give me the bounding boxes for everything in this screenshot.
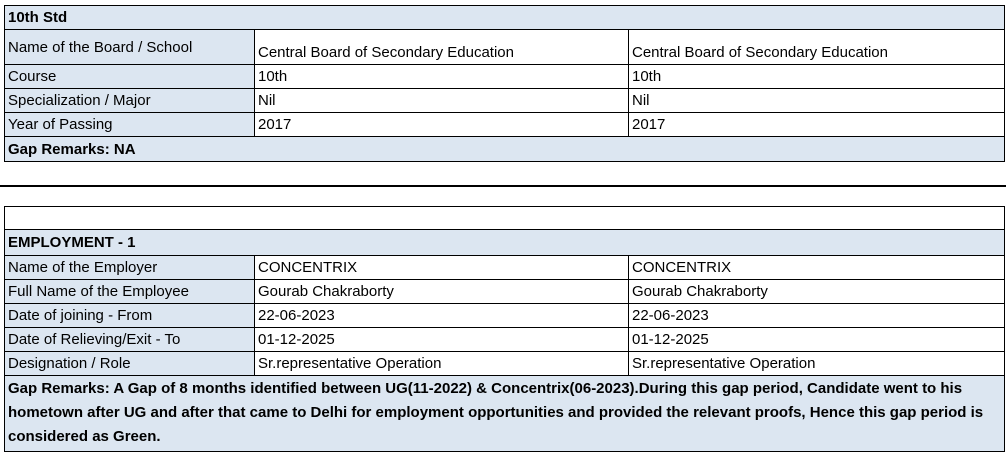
field-value: CONCENTRIX <box>255 256 629 280</box>
field-value: Central Board of Secondary Education <box>629 30 1005 65</box>
field-label: Date of joining - From <box>5 304 255 328</box>
table-row <box>5 113 1005 137</box>
field-value: 01-12-2025 <box>255 328 629 352</box>
field-label: Name of the Employer <box>5 256 255 280</box>
table-row <box>5 352 1005 376</box>
table-row <box>5 304 1005 328</box>
field-value: Sr.representative Operation <box>255 352 629 376</box>
tenth-std-table <box>4 5 1005 162</box>
field-label: Designation / Role <box>5 352 255 376</box>
section-divider <box>0 185 1006 187</box>
section-header-row <box>5 230 1005 256</box>
field-value: 2017 <box>629 113 1005 137</box>
employment-section <box>4 229 1004 452</box>
table-row <box>5 65 1005 89</box>
field-label: Full Name of the Employee <box>5 280 255 304</box>
field-value: Nil <box>629 89 1005 113</box>
field-value: 22-06-2023 <box>255 304 629 328</box>
remarks-row <box>5 137 1005 162</box>
section-header-row <box>5 6 1005 30</box>
empty-spacer-row <box>4 206 1005 229</box>
field-value: 01-12-2025 <box>629 328 1005 352</box>
table-row <box>5 30 1005 65</box>
field-value: 10th <box>629 65 1005 89</box>
tenth-std-section <box>4 5 1004 162</box>
field-label: Date of Relieving/Exit - To <box>5 328 255 352</box>
gap-remarks: Gap Remarks: A Gap of 8 months identified between UG(11-2022) & Concentrix(06-2023).During this gap period, Candidate went to his hometown after UG and after that came to Delhi for employment opportunities and provided the relevant proofs, Hence this gap period is considered as Green. <box>5 376 1005 452</box>
field-value: Central Board of Secondary Education <box>255 30 629 65</box>
table-row <box>5 256 1005 280</box>
table-row <box>5 89 1005 113</box>
table-row <box>5 280 1005 304</box>
gap-remarks: Gap Remarks: NA <box>5 137 1005 162</box>
field-label: Course <box>5 65 255 89</box>
field-value: 10th <box>255 65 629 89</box>
field-label: Year of Passing <box>5 113 255 137</box>
field-label: Name of the Board / School <box>5 30 255 65</box>
section-header: 10th Std <box>5 6 1005 30</box>
remarks-row <box>5 376 1005 452</box>
field-value: Sr.representative Operation <box>629 352 1005 376</box>
section-header: EMPLOYMENT - 1 <box>5 230 1005 256</box>
field-value: 22-06-2023 <box>629 304 1005 328</box>
field-value: Gourab Chakraborty <box>629 280 1005 304</box>
field-value: Nil <box>255 89 629 113</box>
table-row <box>5 328 1005 352</box>
field-label: Specialization / Major <box>5 89 255 113</box>
field-value: 2017 <box>255 113 629 137</box>
field-value: Gourab Chakraborty <box>255 280 629 304</box>
employment-table <box>4 229 1005 452</box>
field-value: CONCENTRIX <box>629 256 1005 280</box>
